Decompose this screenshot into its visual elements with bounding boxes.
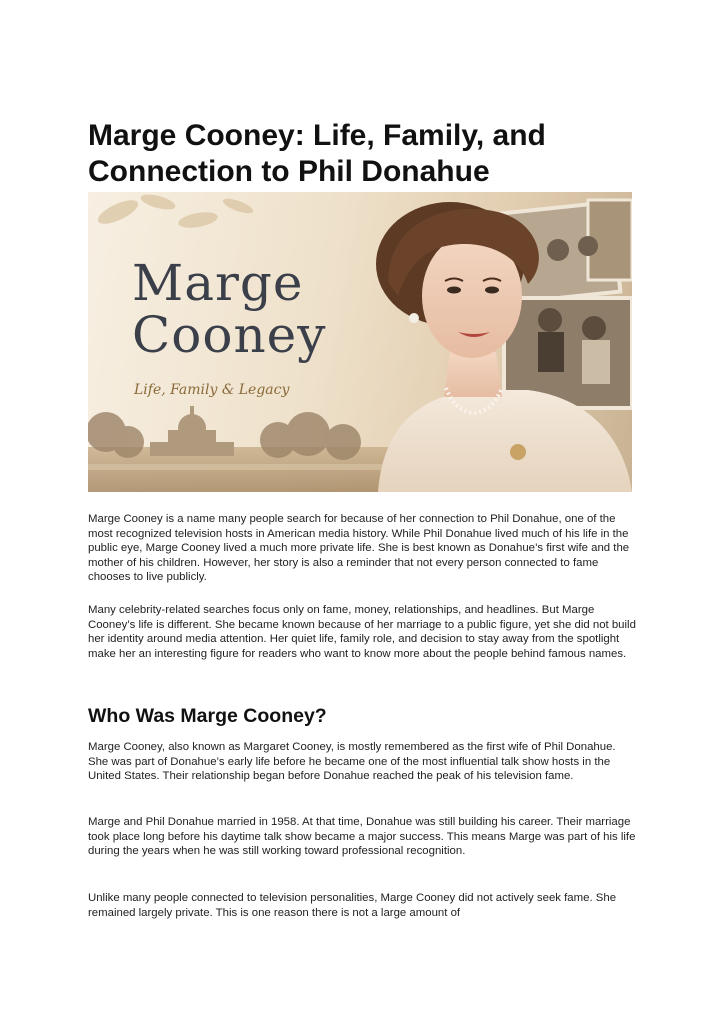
intro-paragraph-1: Marge Cooney is a name many people search for because of her connection to Phil Donahue, one of the most recognized television hosts in American media history. While Phil Donahue lived much of his life in the public eye, Marge Cooney lived a much more private life. She is best known as Donahue’s first wife and the mother of his children. However, her story is also a reminder that not every person connected to fame chooses to live publicly.	[88, 513, 630, 584]
capitol-landscape	[88, 406, 388, 492]
hero-title-line1: Marge	[132, 254, 304, 312]
intro-paragraph-2: Many celebrity-related searches focus only on fame, money, relationships, and headlines. But Marge Cooney’s life is different. She became known because of her marriage to a public figure, yet she did not build her identity around media attention. Her quiet life, family role, and decision to stay away from the spotlight make her an interesting figure for readers who want to know more about the people behind famous names.	[88, 604, 636, 660]
leaf-decoration	[95, 192, 255, 230]
section-paragraph-2: Marge and Phil Donahue married in 1958. At that time, Donahue was still building his career. Their marriage took place long before his daytime talk show became a major success. This means Marge was part of his life during the years when he was still working toward professional recognition.	[88, 816, 636, 858]
section-paragraph-3: Unlike many people connected to television personalities, Marge Cooney did not actively seek fame. She remained largely private. This is one reason there is not a large amount of	[88, 892, 617, 919]
section-heading: Who Was Marge Cooney?	[88, 705, 327, 727]
hero-image	[88, 192, 632, 492]
article-title: Marge Cooney: Life, Family, and Connection to Phil Donahue	[88, 119, 546, 188]
hero-tagline: Life, Family & Legacy	[134, 382, 290, 398]
hero-title-line2: Cooney	[132, 306, 327, 364]
section-paragraph-1: Marge Cooney, also known as Margaret Cooney, is mostly remembered as the first wife of Phil Donahue. She was part of Donahue’s early life before he became one of the most influential talk show hosts in the United States. Their relationship began before Donahue reached the peak of his television fame.	[88, 741, 616, 783]
